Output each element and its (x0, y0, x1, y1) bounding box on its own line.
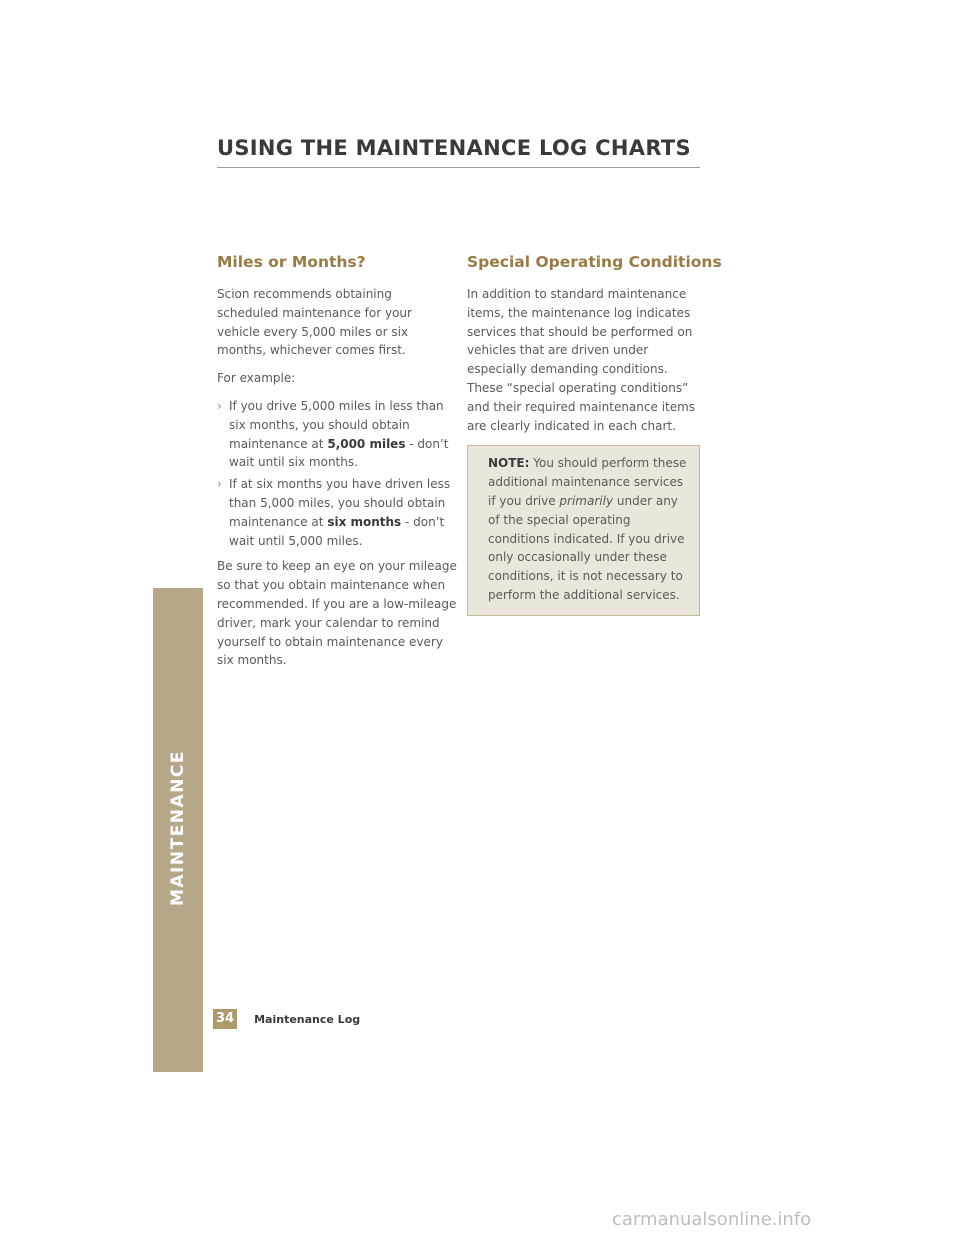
intro-paragraph: Scion recommends obtaining scheduled maintenance for your vehicle every 5,000 miles or six months, whichever comes first. (217, 287, 412, 358)
list-item-text: - don’t wait until 5,000 miles. (229, 514, 445, 548)
footer-section-label: Maintenance Log (254, 1012, 361, 1026)
note-text: under any of the special operating conditions indicated. If you drive only occasionally under these conditions, it is not necessary to perform the additional services. (488, 493, 685, 602)
watermark: carmanualsonline.info (612, 1209, 812, 1230)
closing-paragraph: Be sure to keep an eye on your mileage so that you obtain maintenance when recommended. If you are a low-mileage driver, mark your calendar to remind yourself to obtain maintenance every six months. (217, 559, 457, 668)
note-text: You should perform these additional maintenance services if you drive (488, 456, 687, 508)
list-item-text: If you drive 5,000 miles in less than six months, you should obtain maintenance at (229, 398, 444, 451)
list-item-text: If at six months you have driven less than 5,000 miles, you should obtain maintenance at (229, 477, 451, 529)
right-column (467, 251, 722, 616)
page-title: USING THE MAINTENANCE LOG CHARTS (217, 136, 691, 160)
list-item-text: - don’t wait until six months. (229, 436, 449, 470)
note-label: NOTE: (488, 456, 530, 471)
special-conditions-paragraph: In addition to standard maintenance items, the maintenance log indicates services that should be performed on vehicles that are driven under especially demanding conditions. These “special operating conditions” and their required maintenance items are clearly indicated in each chart. (467, 287, 696, 433)
note-emphasis: primarily (559, 493, 614, 508)
list-item-emphasis: 5,000 miles (327, 436, 406, 451)
section-heading-miles-or-months: Miles or Months? (217, 253, 366, 271)
example-label: For example: (217, 371, 296, 386)
left-column (217, 251, 457, 679)
list-item (217, 475, 457, 550)
section-heading-special-conditions: Special Operating Conditions (467, 253, 722, 271)
note-box (467, 445, 700, 615)
chevron-right-icon: › (217, 398, 222, 413)
page-footer (213, 1009, 360, 1029)
sidebar-label: MAINTENANCE (168, 749, 188, 907)
list-item (217, 397, 457, 472)
example-list (217, 397, 457, 550)
page-number-badge: 34 (213, 1009, 237, 1029)
title-divider (217, 167, 700, 168)
list-item-emphasis: six months (327, 514, 402, 529)
chevron-right-icon: › (217, 477, 222, 492)
